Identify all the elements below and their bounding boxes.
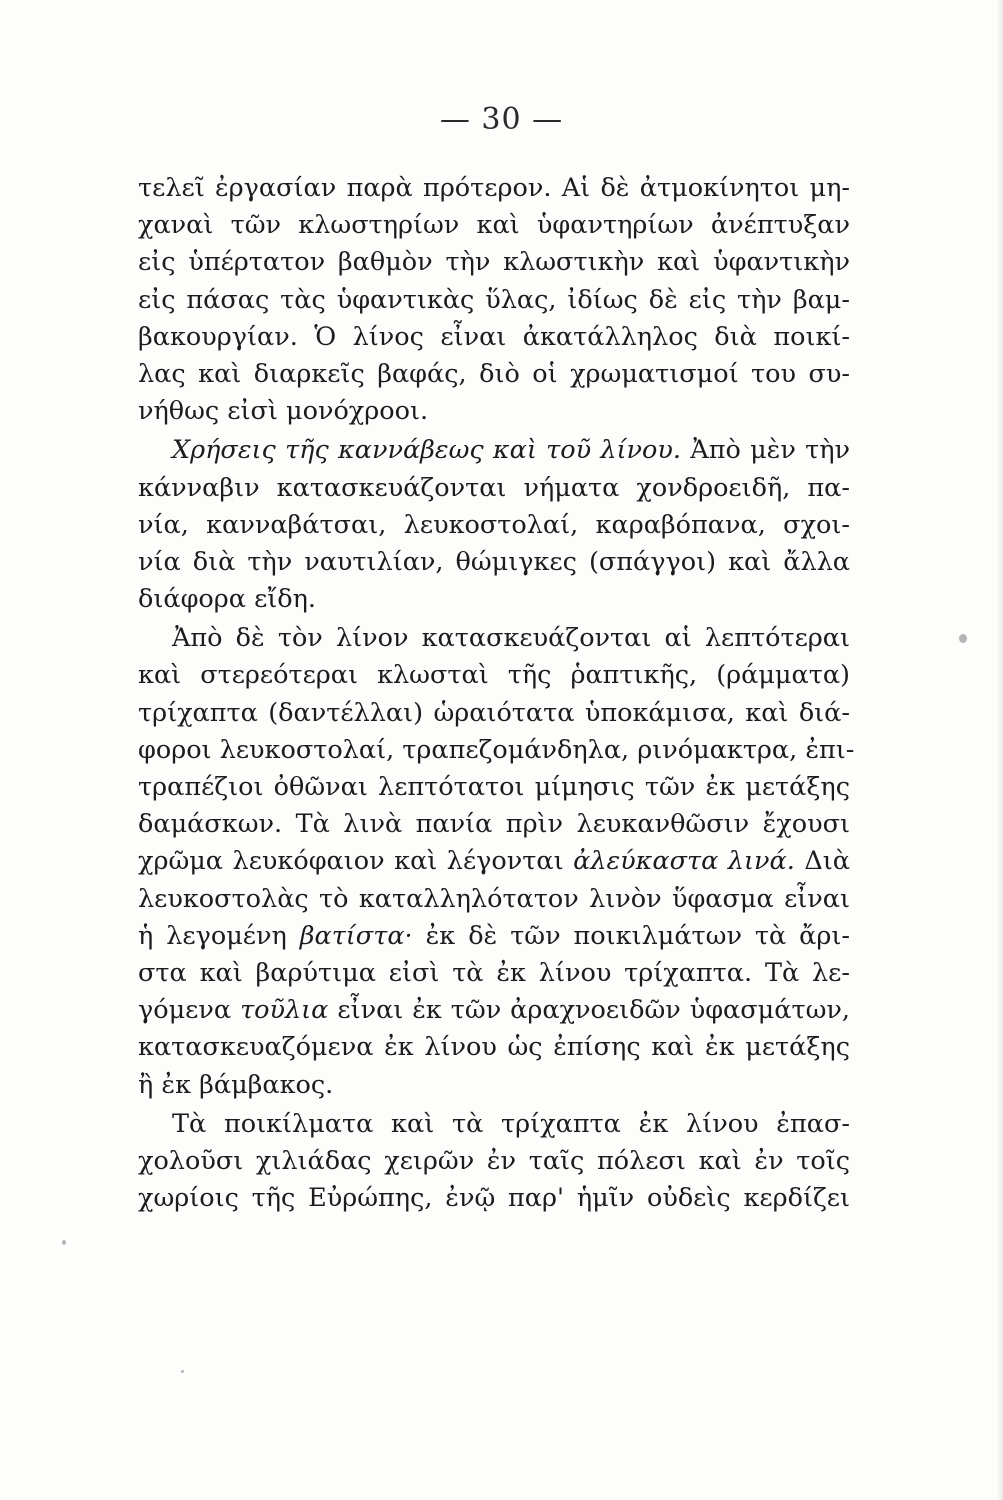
- text-line: [138, 918, 850, 955]
- text-line: λευκοστολὰς τὸ καταλληλότατον λινὸν ὕφασμα εἶναι: [138, 883, 850, 914]
- italic-term: βατίστα·: [299, 920, 413, 951]
- text-span: ἐκ δὲ τῶν ποικιλμάτων τὰ ἄρι-: [425, 920, 851, 951]
- text-line: λας καὶ διαρκεῖς βαφάς, διὸ οἱ χρωματισμοί του συ-: [138, 358, 850, 389]
- scan-speck: [181, 1370, 184, 1373]
- text-line: διάφορα εἴδη.: [138, 584, 317, 615]
- text-span: Διὰ: [804, 846, 851, 877]
- paragraph-1: [138, 170, 850, 430]
- text-line: νία, κανναβάτσαι, λευκοστολαί, καραβόπανα, σχοι-: [138, 509, 850, 540]
- text-line: [138, 843, 850, 880]
- text-span: ἡ λεγομένη: [138, 920, 287, 951]
- page-edge-shadow: [997, 0, 1003, 1500]
- text-line: δαμάσκων. Τὰ λινὰ πανία πρὶν λευκανθῶσιν ἔχουσι: [138, 809, 850, 840]
- text-line: [138, 992, 850, 1029]
- text-line: κάνναβιν κατασκευάζονται νήματα χονδροειδῆ, πα-: [138, 472, 850, 503]
- paragraph-3: [138, 620, 855, 1103]
- body-text: [138, 170, 855, 1217]
- text-span: γόμενα: [138, 995, 232, 1026]
- text-line: ἢ ἐκ βάμβακος.: [138, 1069, 334, 1100]
- paragraph-4: [138, 1106, 850, 1218]
- italic-term: ἀλεύκαστα λινά.: [573, 846, 795, 877]
- text-line: τραπέζιοι ὀθῶναι λεπτότατοι μίμησις τῶν ἐκ μετάξης: [138, 772, 850, 802]
- text-span: χρῶμα λευκόφαιον καὶ λέγονται: [138, 846, 564, 877]
- italic-term: τοῦλια: [240, 995, 329, 1026]
- text-line: κατασκευαζόμενα ἐκ λίνου ὡς ἐπίσης καὶ ἐκ μετάξης: [138, 1032, 850, 1063]
- text-line: νήθως εἰσὶ μονόχροοι.: [138, 396, 429, 427]
- text-line: χωρίοις τῆς Εὐρώπης, ἐνῷ παρ' ἡμῖν οὐδεὶς κερδίζει: [138, 1183, 850, 1214]
- scan-speck: [62, 1240, 66, 1245]
- text-line: Τὰ ποικίλματα καὶ τὰ τρίχαπτα ἐκ λίνου ἐπασ-: [172, 1108, 850, 1139]
- text-line: βακουργίαν. Ὁ λίνος εἶναι ἀκατάλληλος διὰ ποικί-: [138, 321, 850, 352]
- page-number: — 30 —: [439, 102, 564, 137]
- text-line: καὶ στερεότεραι κλωσταὶ τῆς ῥαπτικῆς, (ράμματα): [138, 660, 850, 691]
- text-line: [138, 432, 850, 469]
- text-line: χαναὶ τῶν κλωστηρίων καὶ ὑφαντηρίων ἀνέπτυξαν: [138, 210, 850, 241]
- text-span: Ἀπὸ μὲν τὴν: [690, 435, 850, 466]
- text-line: Ἀπὸ δὲ τὸν λίνον κατασκευάζονται αἱ λεπτότεραι: [172, 623, 850, 654]
- text-line: στα καὶ βαρύτιμα εἰσὶ τὰ ἐκ λίνου τρίχαπτα. Τὰ λε-: [138, 957, 850, 988]
- paragraph-2: [138, 432, 850, 618]
- text-span: εἶναι ἐκ τῶν ἀραχνοειδῶν ὑφασμάτων,: [337, 995, 850, 1026]
- text-line: χολοῦσι χιλιάδας χειρῶν ἐν ταῖς πόλεσι καὶ ἐν τοῖς: [138, 1145, 850, 1176]
- text-line: φοροι λευκοστολαί, τραπεζομάνδηλα, ρινόμακτρα, ἐπι-: [138, 734, 855, 765]
- text-line: τρίχαπτα (δαντέλλαι) ὡραιότατα ὑποκάμισα, καὶ διά-: [138, 697, 850, 728]
- section-heading: Χρήσεις τῆς καννάβεως καὶ τοῦ λίνου.: [172, 435, 681, 466]
- text-line: νία διὰ τὴν ναυτιλίαν, θώμιγκες (σπάγγοι) καὶ ἄλλα: [138, 546, 850, 577]
- text-line: τελεῖ ἐργασίαν παρὰ πρότερον. Αἱ δὲ ἀτμοκίνητοι μη-: [138, 173, 850, 203]
- text-line: εἰς ὑπέρτατον βαθμὸν τὴν κλωστικὴν καὶ ὑφαντικὴν: [138, 247, 850, 278]
- scan-speck: [959, 634, 967, 643]
- text-line: εἰς πάσας τὰς ὑφαντικὰς ὕλας, ἰδίως δὲ εἰς τὴν βαμ-: [138, 284, 850, 315]
